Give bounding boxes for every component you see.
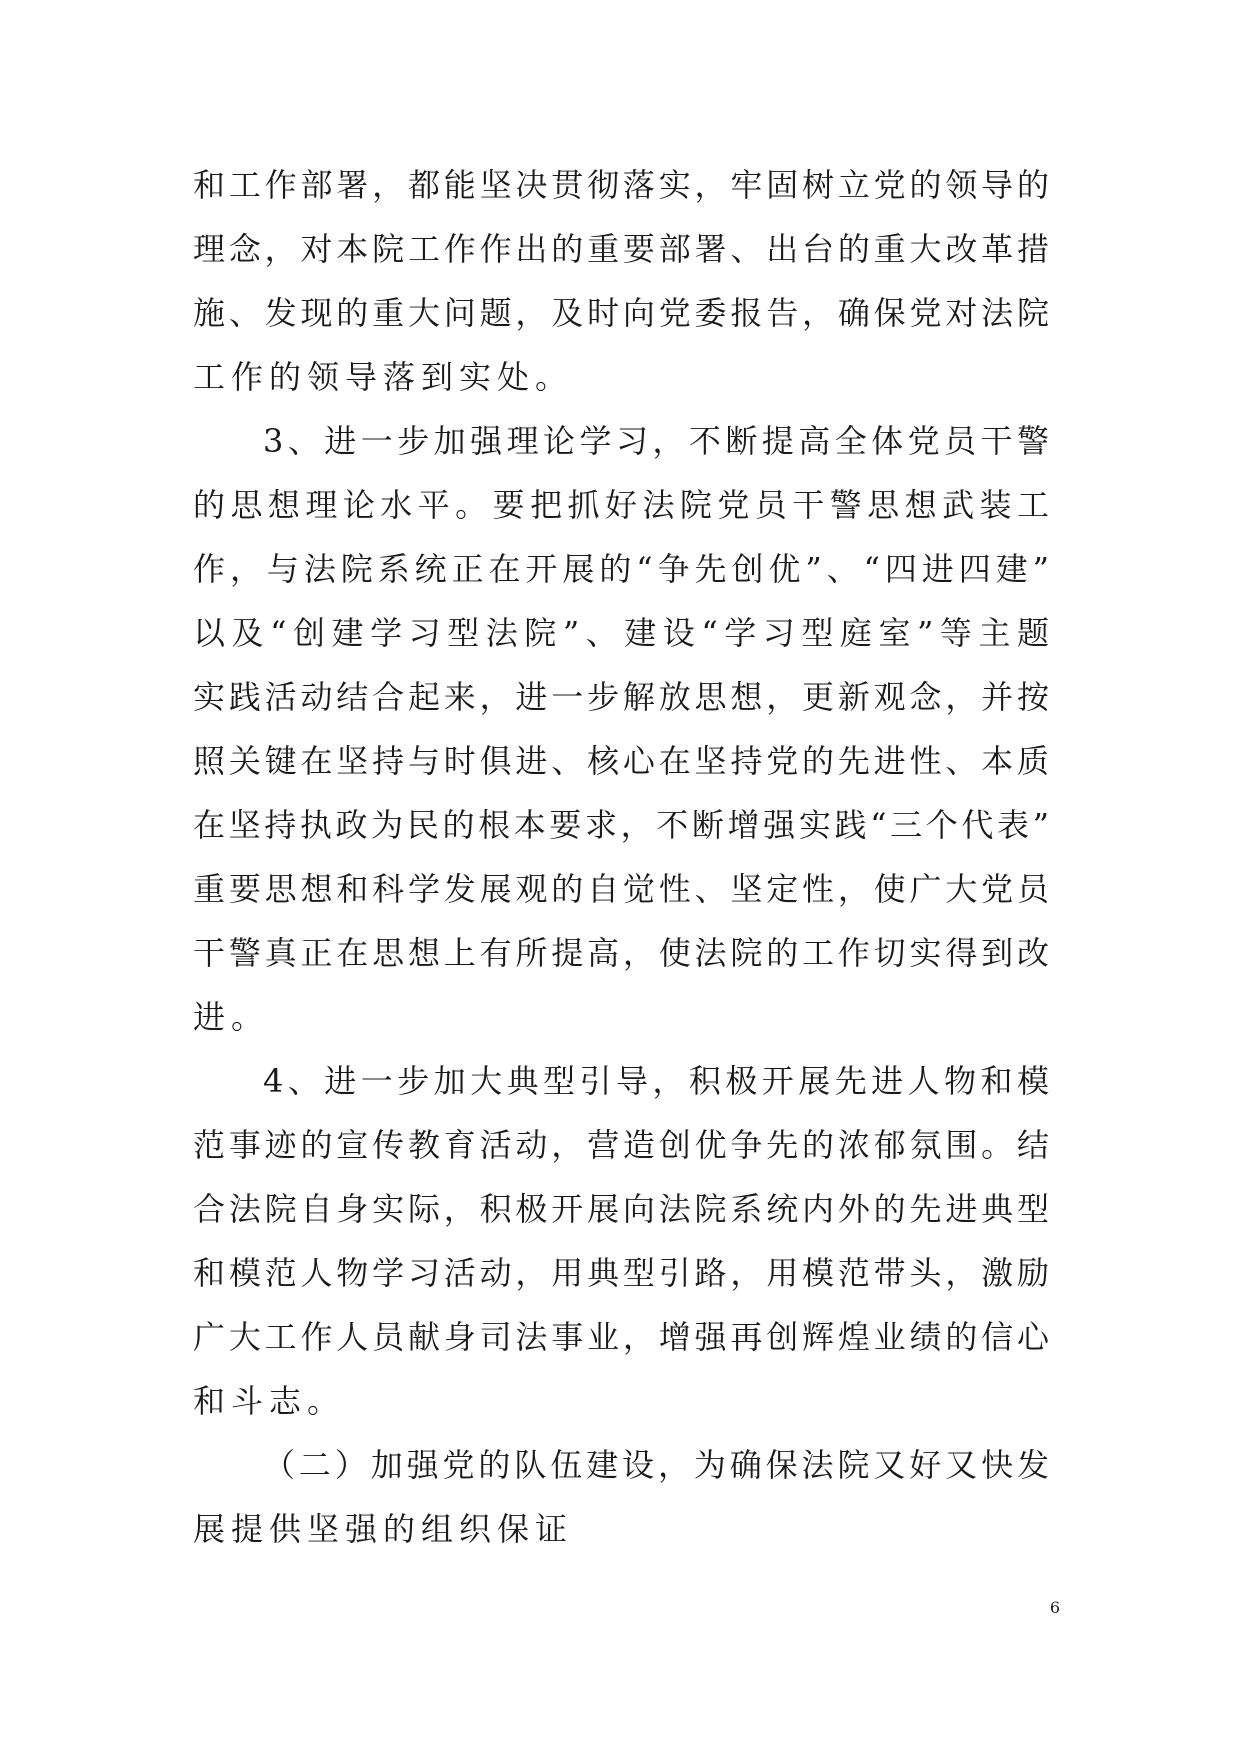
text-line: 理念，对本院工作作出的重要部署、出台的重大改革措 bbox=[193, 230, 1049, 268]
text-line: 和斗志。 bbox=[193, 1382, 346, 1420]
text-line: 干警真正在思想上有所提高，使法院的工作切实得到改 bbox=[193, 934, 1049, 972]
text-line: 范事迹的宣传教育活动，营造创优争先的浓郁氛围。结 bbox=[193, 1126, 1049, 1164]
text-line: 合法院自身实际，积极开展向法院系统内外的先进典型 bbox=[193, 1190, 1049, 1228]
page-number: 6 bbox=[1049, 1598, 1060, 1617]
text-line: 广大工作人员献身司法事业，增强再创辉煌业绩的信心 bbox=[193, 1318, 1049, 1356]
text-line: 实践活动结合起来，进一步解放思想，更新观念，并按 bbox=[193, 678, 1049, 716]
text-line: 以及“创建学习型法院”、建设“学习型庭室”等主题 bbox=[193, 614, 1049, 652]
text-line: 作，与法院系统正在开展的“争先创优”、“四进四建” bbox=[193, 550, 1049, 588]
section-heading-continued: 展提供坚强的组织保证 bbox=[193, 1510, 574, 1548]
section-heading: （二）加强党的队伍建设，为确保法院又好又快发 bbox=[263, 1446, 1049, 1484]
text-line: 重要思想和科学发展观的自觉性、坚定性，使广大党员 bbox=[193, 870, 1049, 908]
text-line: 在坚持执政为民的根本要求，不断增强实践“三个代表” bbox=[193, 806, 1049, 844]
text-line: 工作的领导落到实处。 bbox=[193, 358, 574, 396]
text-line: 进。 bbox=[193, 998, 270, 1036]
text-line: 的思想理论水平。要把抓好法院党员干警思想武装工 bbox=[193, 486, 1049, 524]
text-line: 施、发现的重大问题，及时向党委报告，确保党对法院 bbox=[193, 294, 1049, 332]
text-line: 和模范人物学习活动，用典型引路，用模范带头，激励 bbox=[193, 1254, 1049, 1292]
paragraph-heading-3: 3、进一步加强理论学习，不断提高全体党员干警 bbox=[263, 422, 1049, 460]
text-line: 和工作部署，都能坚决贯彻落实，牢固树立党的领导的 bbox=[193, 166, 1049, 204]
paragraph-heading-4: 4、进一步加大典型引导，积极开展先进人物和模 bbox=[263, 1062, 1049, 1100]
text-line: 照关键在坚持与时俱进、核心在坚持党的先进性、本质 bbox=[193, 742, 1049, 780]
